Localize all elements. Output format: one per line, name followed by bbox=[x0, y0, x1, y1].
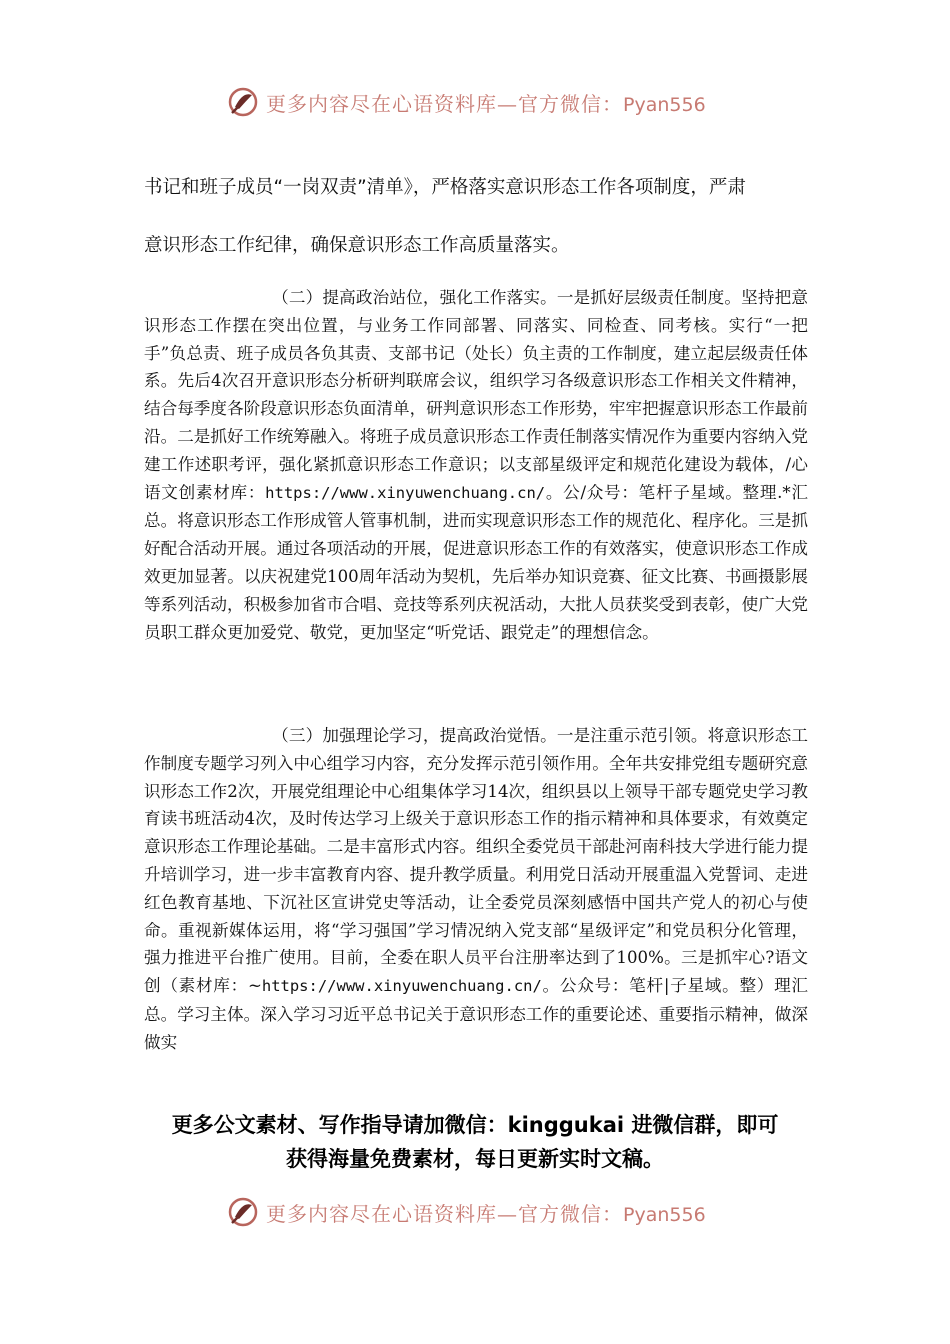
promo-line-2: 获得海量免费素材，每日更新实时文稿。 bbox=[286, 1147, 664, 1171]
paragraph-2: （二）提高政治站位，强化工作落实。一是抓好层级责任制度。坚持把意识形态工作摆在突出位置，与业务工作同部署、同落实、同检查、同考核。实行“一把手”负总责、班子成员各负其责、支部书记（处长）负主责的工作制度，建立起层级责任体系。先后4次召开意识形态分析研判联席会议，组织学习各级意识形态工作相关文件精神，结合每季度各阶段意识形态负面清单，研判意识形态工作形势，牢牢把握意识形态工作最前沿。二是抓好工作统筹融入。将班子成员意识形态工作责任制落实情况作为重要内容纳入党建工作述职考评，强化紧抓意识形态工作意识；以支部星级评定和规范化建设为载体，/心语文创素材库：https://www.xinyuwenchuang.cn/。公/众号：笔杆子星域。整理.*汇总。将意识形态工作形成管人管事机制，进而实现意识形态工作的规范化、程序化。三是抓好配合活动开展。通过各项活动的开展，促进意识形态工作的有效落实，使意识形态工作成效更加显著。以庆祝建党100周年活动为契机，先后举办知识竞赛、征文比赛、书画摄影展等系列活动，积极参加省市合唱、竞技等系列庆祝活动，大批人员获奖受到表彰，使广大党员职工群众更加爱党、敬党，更加坚定“听党话、跟党走”的理想信念。 bbox=[144, 288, 809, 642]
footer-banner bbox=[226, 1194, 706, 1230]
header-banner-text: 更多内容尽在心语资料库—官方微信：Pyan556 bbox=[266, 91, 706, 116]
promo-line-1: 更多公文素材、写作指导请加微信：kinggukai 进微信群，即可 bbox=[171, 1113, 779, 1137]
header-banner bbox=[226, 84, 706, 120]
header-wechat-handle: Pyan556 bbox=[623, 93, 706, 116]
watermark-url: https://www.xinyuwenchuang.cn/ bbox=[265, 483, 546, 502]
intro-line-1: 书记和班子成员“一岗双责”清单》，严格落实意识形态工作各项制度，严肃 bbox=[144, 177, 746, 198]
watermark-url: https://www.xinyuwenchuang.cn/ bbox=[261, 977, 542, 996]
intro-line-2: 意识形态工作纪律，确保意识形态工作高质量落实。 bbox=[144, 235, 570, 256]
brand-logo-icon bbox=[226, 85, 260, 119]
footer-wechat-handle: Pyan556 bbox=[623, 1203, 706, 1226]
footer-banner-text: 更多内容尽在心语资料库—官方微信：Pyan556 bbox=[266, 1201, 706, 1226]
promo-notice bbox=[140, 1108, 810, 1176]
paragraph-3: （三）加强理论学习，提高政治觉悟。一是注重示范引领。将意识形态工作制度专题学习列入中心组学习内容，充分发挥示范引领作用。全年共安排党组专题研究意识形态工作2次，开展党组理论中心组集体学习14次，组织县以上领导干部专题党史学习教育读书班活动4次，及时传达学习上级关于意识形态工作的指示精神和具体要求，有效奠定意识形态工作理论基础。二是丰富形式内容。组织全委党员干部赴河南科技大学进行能力提升培训学习，进一步丰富教育内容、提升教学质量。利用党日活动开展重温入党誓词、走进红色教育基地、下沉社区宣讲党史等活动，让全委党员深刻感悟中国共产党人的初心与使命。重视新媒体运用，将“学习强国”学习情况纳入党支部“星级评定”和党员积分化管理，强力推进平台推广使用。目前，全委在职人员平台注册率达到了100%。三是抓牢心?语文创（素材库：~https://www.xinyuwenchuang.cn/。公众号：笔杆|子星域。整）理汇总。学习主体。深入学习习近平总书记关于意识形态工作的重要论述、重要指示精神，做深做实 bbox=[144, 726, 809, 1052]
brand-logo-icon bbox=[226, 1195, 260, 1229]
